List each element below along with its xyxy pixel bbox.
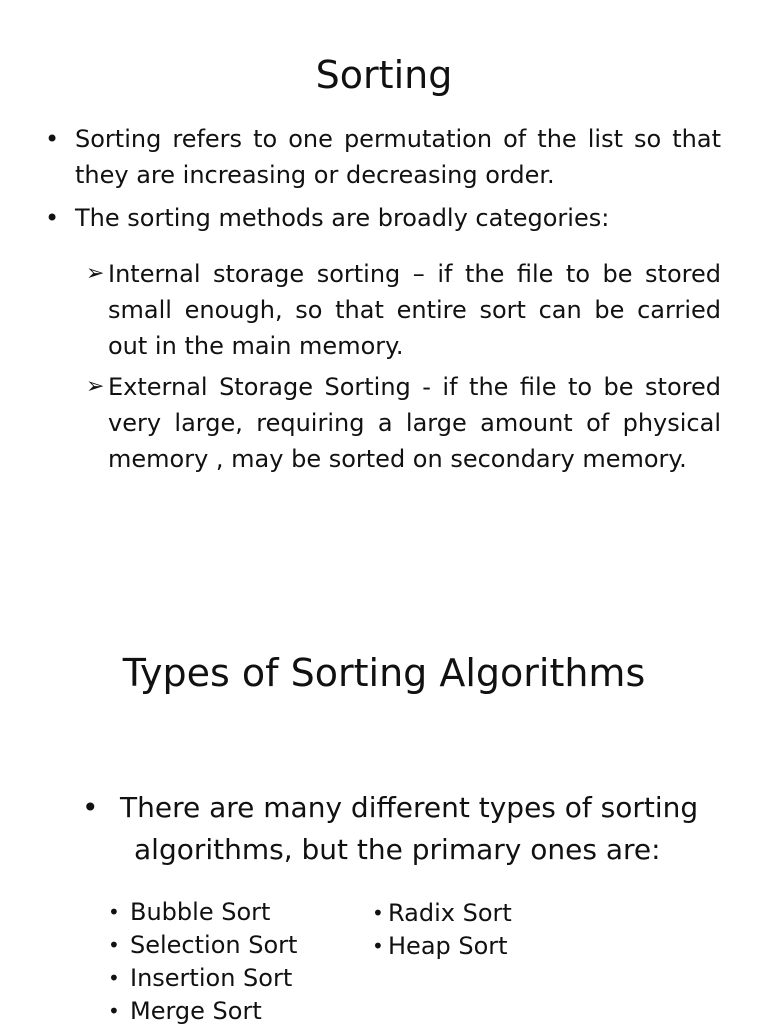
bullet-text: The sorting methods are broadly categories: [75,204,610,232]
bullet-dot-icon: • [108,966,120,990]
bullet-dot-icon: • [372,934,384,958]
algorithm-name: Radix Sort [388,899,512,927]
algorithm-name: Bubble Sort [130,898,271,926]
bullet-dot-icon: • [45,125,60,153]
arrowhead-bullet-icon: ➢ [86,261,105,286]
list-item [108,929,298,962]
intro-bullet [82,787,700,871]
algorithm-list-right [372,897,512,963]
bullet-dot-icon: • [45,204,60,232]
section-title: Types of Sorting Algorithms [122,651,646,695]
bullet-dot-icon: • [372,901,384,925]
bullet-dot-icon: • [108,999,120,1023]
list-item [108,896,297,929]
list-item [108,962,297,995]
intro-line-1: There are many different types of sorting [120,791,699,824]
sub-bullet-item [86,256,721,364]
bullet-item [45,200,721,236]
algorithm-list-left [108,896,298,1024]
list-item [372,930,512,963]
bullet-text: Sorting refers to one permutation of the list so that they are increasing or decreasing order. [75,125,721,189]
algorithm-name: Heap Sort [388,932,508,960]
list-item [108,995,297,1024]
intro-line-2: algorithms, but the primary ones are: [134,833,661,866]
list-item [372,897,512,930]
algorithm-name: Merge Sort [130,997,262,1024]
bullet-item [45,121,721,193]
sub-bullet-text: External Storage Sorting - if the file to be stored very large, requiring a large amount of physical memory , may be sorted on secondary memory. [108,373,721,473]
bullet-dot-icon: • [108,933,120,957]
algorithm-name: Selection Sort [130,931,298,959]
bullet-dot-icon: • [108,900,120,924]
sub-bullet-text: Internal storage sorting – if the file to be stored small enough, so that entire sort can be carried out in the main memory. [108,260,721,360]
algorithm-name: Insertion Sort [130,964,293,992]
arrowhead-bullet-icon: ➢ [86,374,105,399]
bullet-dot-icon: • [82,791,99,824]
sub-bullet-item [86,369,721,477]
page-title: Sorting [315,53,453,97]
